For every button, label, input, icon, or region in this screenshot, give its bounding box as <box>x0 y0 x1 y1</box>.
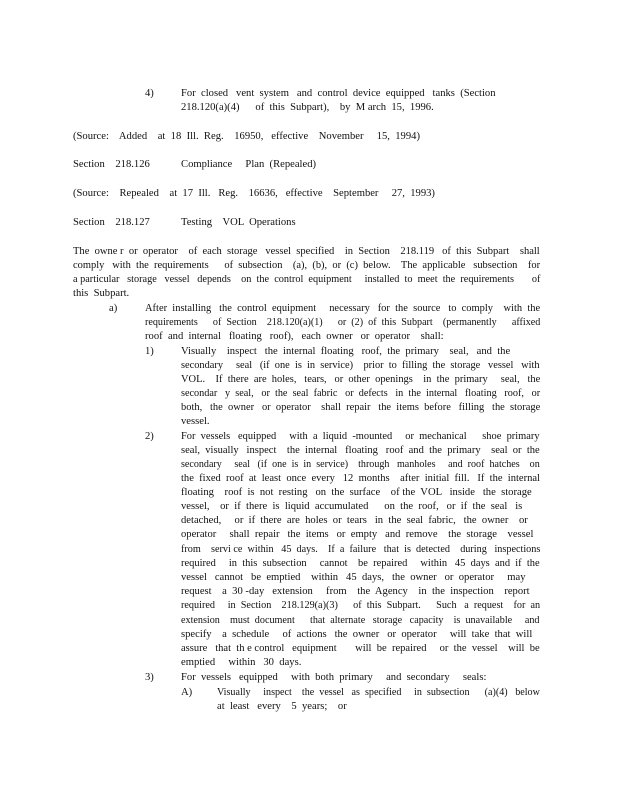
item-line: vessel, or if there is liquid accumulated on the roof, or if the seal is <box>181 501 523 512</box>
item-line: vessel. <box>181 416 210 427</box>
item-line: specify a schedule of actions the owner or operator will take that will <box>181 629 533 640</box>
item-number: 1) <box>145 346 154 357</box>
item-line: required in this subsection cannot be repaired within 45 days and if the <box>181 558 540 569</box>
paragraph-line: comply with the requirements of subsection (a), (b), or (c) below. The applicable subsection for <box>73 260 541 271</box>
section-title: Testing VOL Operations <box>181 217 296 228</box>
item-line: extension must document that alternate storage capacity is unavailable and <box>181 615 540 626</box>
item-line: operator shall repair the items or empty and remove the storage vessel <box>181 529 534 540</box>
item-number: 4) <box>145 88 154 99</box>
item-line: VOL. If there are holes, tears, or other openings in the primary seal, the <box>181 374 541 385</box>
item-line: assure that th e control equipment will be repaired or the vessel will be <box>181 643 540 654</box>
source-note: (Source: Added at 18 Ill. Reg. 16950, effective November 15, 1994) <box>73 131 420 142</box>
item-line: required in Section 218.129(a)(3) of this Subpart. Such a request for an <box>181 600 541 611</box>
subitem-line: at least every 5 years; or <box>217 701 347 712</box>
subitem-number: A) <box>181 687 193 698</box>
subsection-line: roof and internal floating roof), each owner or operator shall: <box>145 331 444 342</box>
item-line: seal, visually inspect the internal floating roof and the primary seal or the <box>181 445 540 456</box>
item-line: the fixed roof at least once every 12 months after initial fill. If the internal <box>181 473 540 484</box>
paragraph-line: a particular storage vessel depends on the control equipment installed to meet the requirements of <box>73 274 541 285</box>
item-number: 3) <box>145 672 154 683</box>
section-label: Section 218.126 <box>73 159 150 170</box>
item-line: For vessels equipped with a liquid -mounted or mechanical shoe primary <box>181 431 540 442</box>
item-line: request a 30 -day extension from the Agency in the inspection report <box>181 586 530 597</box>
subsection-line: After installing the control equipment necessary for the source to comply with the <box>145 303 541 314</box>
source-note: (Source: Repealed at 17 Ill. Reg. 16636, effective September 27, 1993) <box>73 188 435 199</box>
section-title: Compliance Plan (Repealed) <box>181 159 317 170</box>
subitem-line: Visually inspect the vessel as specified in subsection (a)(4) below <box>217 687 540 698</box>
item-line: both, the owner or operator shall repair the items before filling the storage <box>181 402 541 413</box>
item-line: secondary seal (if one is in service) through manholes and roof hatches on <box>181 459 540 470</box>
item-text: 218.120(a)(4) of this Subpart), by M arch 15, 1996. <box>181 102 434 113</box>
item-text: For closed vent system and control device equipped tanks (Section <box>181 88 496 99</box>
item-line: secondar y seal, or the seal fabric or defects in the internal floating roof, or <box>181 388 541 399</box>
item-line: vessel cannot be emptied within 45 days, the owner or operator may <box>181 572 526 583</box>
paragraph-line: this Subpart. <box>73 288 130 299</box>
item-line: For vessels equipped with both primary and secondary seals: <box>181 672 487 683</box>
item-line: floating roof is not resting on the surface of the VOL inside the storage <box>181 487 532 498</box>
paragraph-line: The owne r or operator of each storage vessel specified in Section 218.119 of this Subpart shall <box>73 246 540 257</box>
item-line: from servi ce within 45 days. If a failure that is detected during inspections <box>181 544 541 555</box>
subsection-line: requirements of Section 218.120(a)(1) or (2) of this Subpart (permanently affixed <box>145 317 541 328</box>
item-line: detached, or if there are holes or tears in the seal fabric, the owner or <box>181 515 528 526</box>
item-line: emptied within 30 days. <box>181 657 302 668</box>
section-label: Section 218.127 <box>73 217 150 228</box>
item-line: secondary seal (if one is in service) prior to filling the storage vessel with <box>181 360 540 371</box>
subsection-number: a) <box>109 303 118 314</box>
item-line: Visually inspect the internal floating roof, the primary seal, and the <box>181 346 511 357</box>
item-number: 2) <box>145 431 154 442</box>
